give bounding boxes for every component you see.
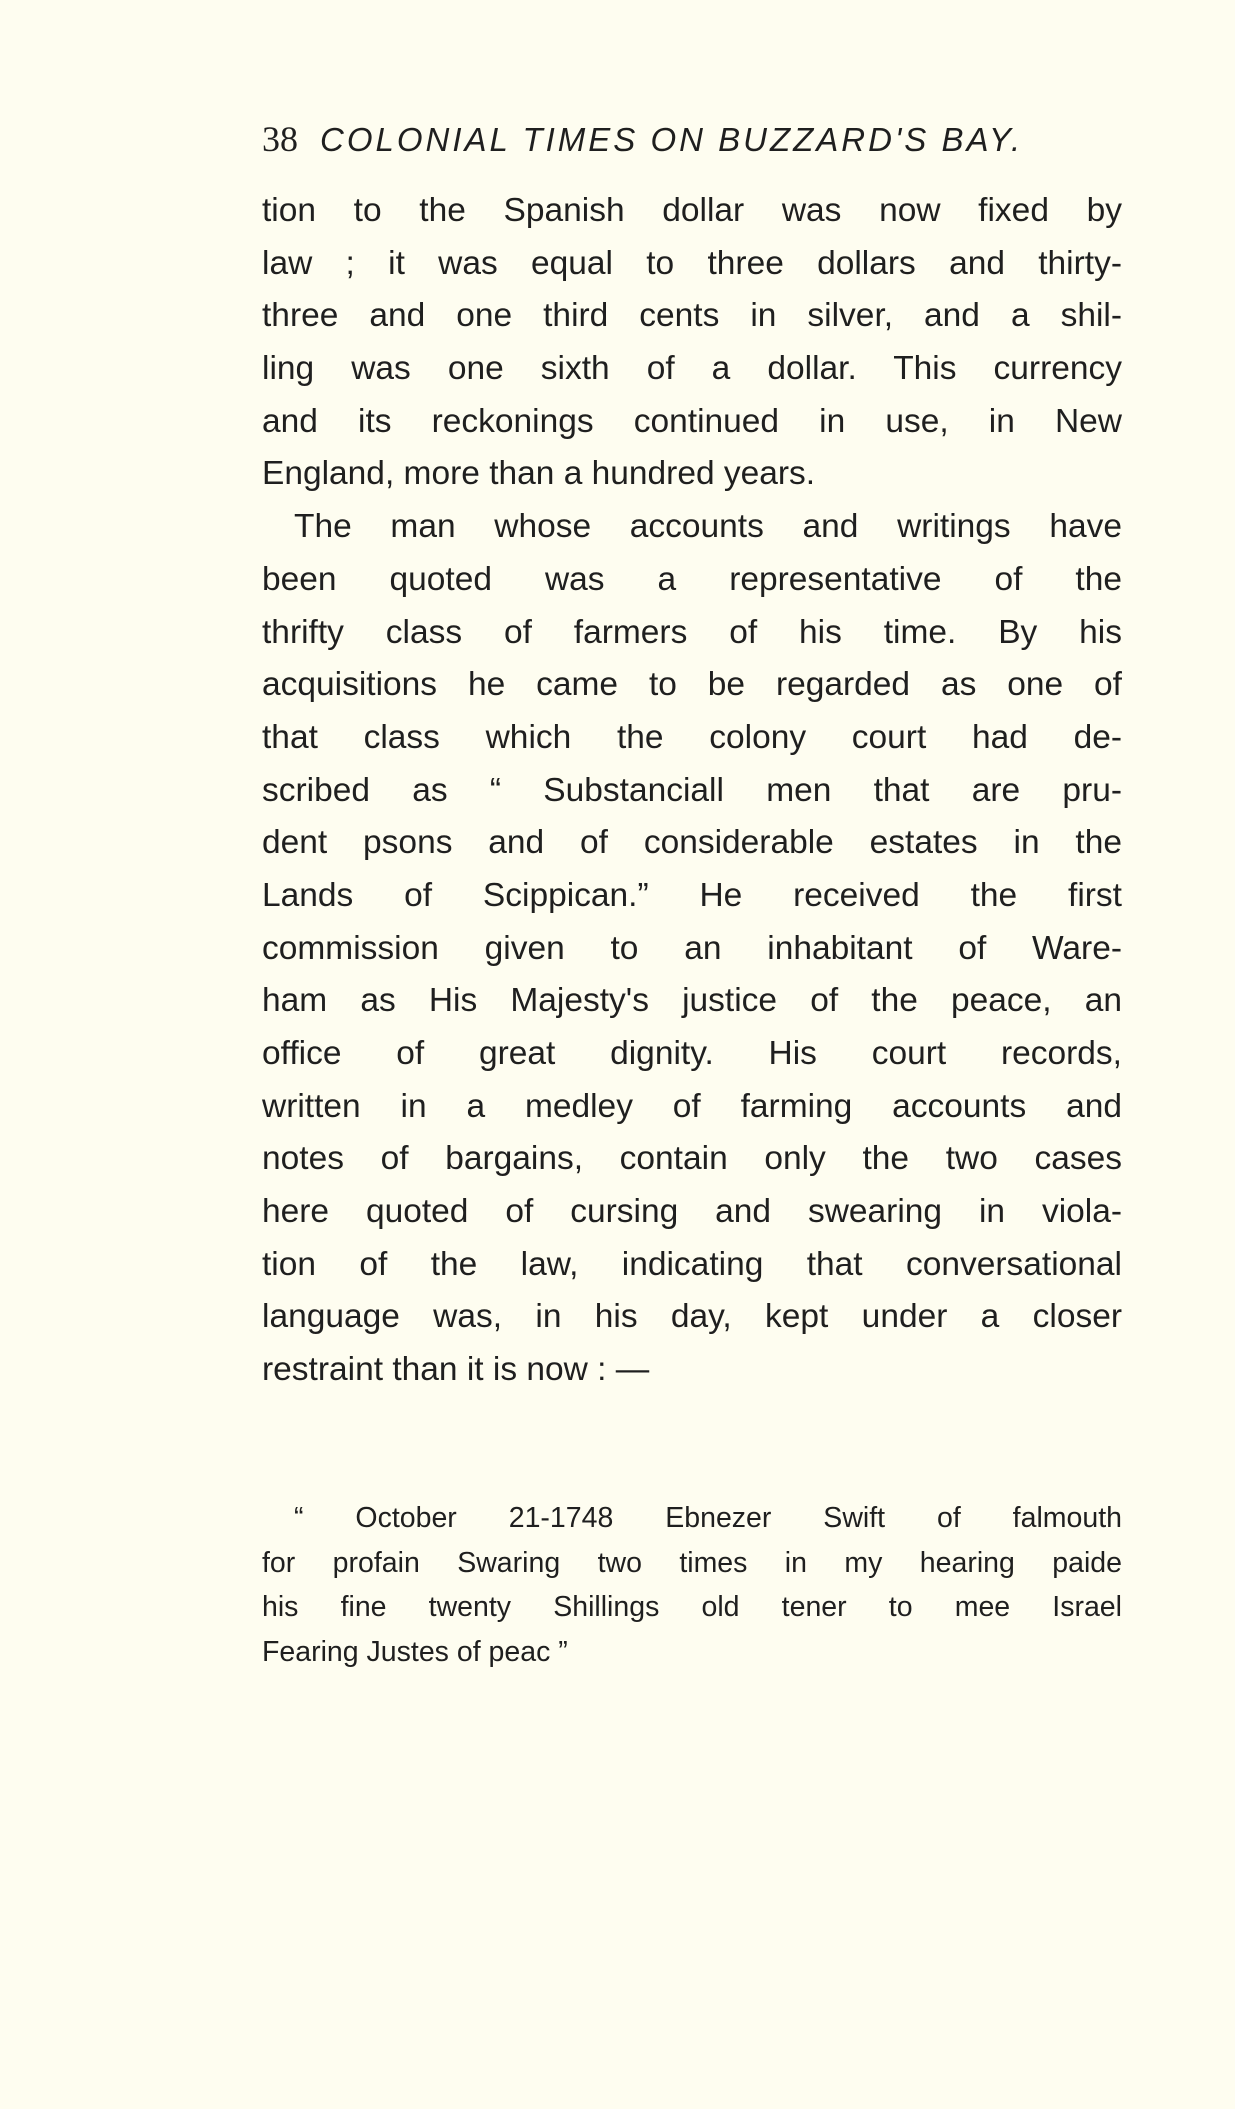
text-line: dent psons and of considerable estates in the [262,824,1122,862]
text-line: language was, in his day, kept under a closer [262,1298,1122,1336]
text-line: been quoted was a representative of the [262,560,1122,598]
text-line: commission given to an inhabitant of Ware- [262,929,1122,967]
text-line: The man whose accounts and writings have [294,508,1122,546]
text-line: and its reckonings continued in use, in New [262,402,1122,440]
quote-line: “ October 21-1748 Ebnezer Swift of falmouth [294,1502,1122,1534]
text-line: ling was one sixth of a dollar. This currency [262,350,1122,388]
page-number: 38 [262,119,298,159]
text-line: notes of bargains, contain only the two cases [262,1140,1122,1178]
running-head [262,118,1122,170]
text-line: ham as His Majesty's justice of the peace, an [262,982,1122,1020]
body-text [262,185,1122,1397]
text-line: here quoted of cursing and swearing in viola- [262,1193,1122,1231]
text-line: thrifty class of farmers of his time. By his [262,613,1122,651]
text-line: law ; it was equal to three dollars and thirty- [262,244,1122,282]
text-line: tion of the law, indicating that conversational [262,1245,1122,1283]
text-line: that class which the colony court had de- [262,718,1122,756]
text-line: acquisitions he came to be regarded as one of [262,666,1122,704]
text-line: restraint than it is now : — [262,1351,650,1389]
text-line: three and one third cents in silver, and a shil- [262,297,1122,335]
quoted-record [262,1496,1122,1674]
text-line: office of great dignity. His court records, [262,1035,1122,1072]
text-line: Lands of Scippican.” He received the first [262,876,1122,914]
text-line: England, more than a hundred years. [262,455,816,493]
quote-line: for profain Swaring two times in my hearing paide [262,1546,1122,1579]
quote-line: his fine twenty Shillings old tener to mee Israel [262,1591,1122,1623]
running-title: COLONIAL TIMES ON BUZZARD'S BAY. [320,121,1024,158]
text-line: scribed as “ Substanciall men that are pru- [262,771,1122,809]
text-line: tion to the Spanish dollar was now fixed by [262,192,1122,229]
text-line: written in a medley of farming accounts and [262,1087,1122,1125]
quote-line: Fearing Justes of peac ” [262,1635,568,1668]
